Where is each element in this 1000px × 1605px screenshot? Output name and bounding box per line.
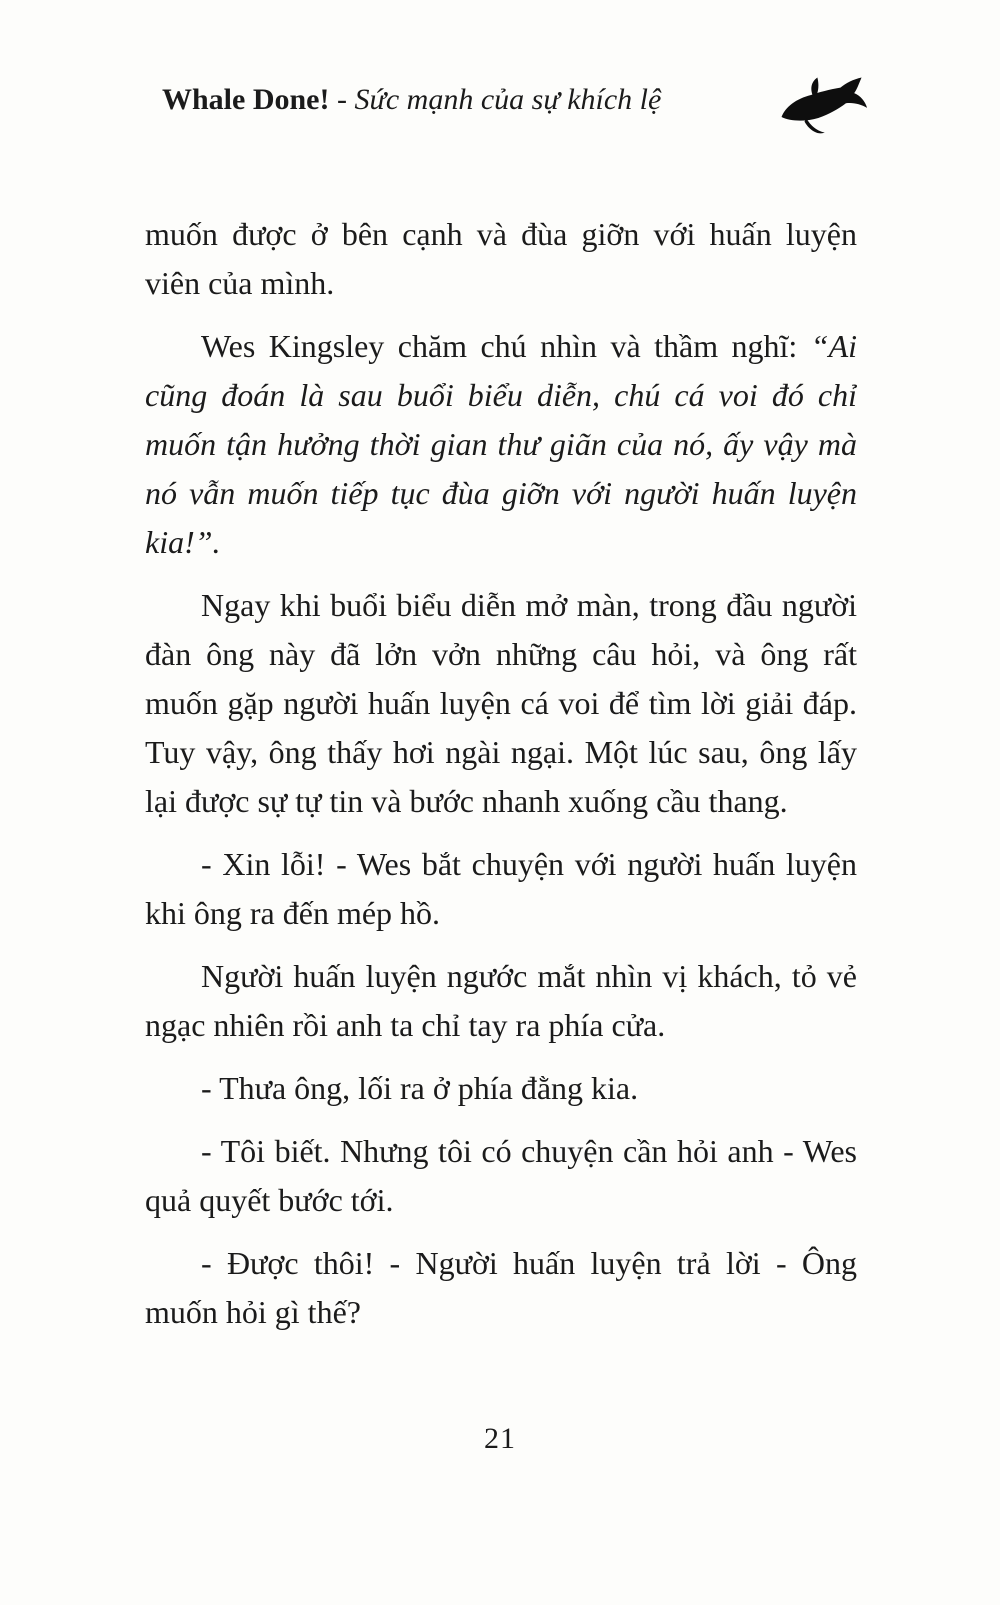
paragraph: Người huấn luyện ngước mắt nhìn vị khách, tỏ vẻ ngạc nhiên rồi anh ta chỉ tay ra phía cửa. (145, 958, 857, 1043)
paragraph-continuation: muốn được ở bên cạnh và đùa giỡn với huấn luyện viên của mình. (145, 216, 857, 301)
running-header (162, 72, 868, 138)
paragraph-with-quote (145, 322, 857, 567)
header-text (162, 72, 661, 122)
paragraph: Ngay khi buổi biểu diễn mở màn, trong đầu người đàn ông này đã lởn vởn những câu hỏi, và ông rất muốn gặp người huấn luyện cá voi để tìm lời giải đáp. Tuy vậy, ông thấy hơi ngài ngại. Một lúc sau, ông lấy lại được sự tự tin và bước nhanh xuống cầu thang. (145, 587, 857, 819)
inner-monologue-quote: “Ai cũng đoán là sau buổi biểu diễn, chú cá voi đó chỉ muốn tận hưởng thời gian thư giãn của nó, ấy vậy mà nó vẫn muốn tiếp tục đùa giỡn với người huấn luyện kia!”. (145, 328, 857, 560)
page-number: 21 (484, 1422, 516, 1455)
dialogue-paragraph: - Được thôi! - Người huấn luyện trả lời - Ông muốn hỏi gì thế? (145, 1245, 857, 1330)
dialogue-paragraph: - Thưa ông, lối ra ở phía đằng kia. (201, 1070, 639, 1106)
paragraph-lead: Wes Kingsley chăm chú nhìn và thầm nghĩ: (201, 328, 811, 364)
title-separator: - (329, 83, 355, 116)
orca-icon (776, 74, 868, 138)
book-title: Whale Done! (162, 83, 330, 116)
dialogue-paragraph: - Xin lỗi! - Wes bắt chuyện với người huấn luyện khi ông ra đến mép hồ. (145, 846, 857, 931)
page-body (145, 210, 857, 1351)
book-subtitle: Sức mạnh của sự khích lệ (354, 83, 662, 116)
page-footer (0, 1422, 1000, 1456)
dialogue-paragraph: - Tôi biết. Nhưng tôi có chuyện cần hỏi anh - Wes quả quyết bước tới. (145, 1133, 857, 1218)
